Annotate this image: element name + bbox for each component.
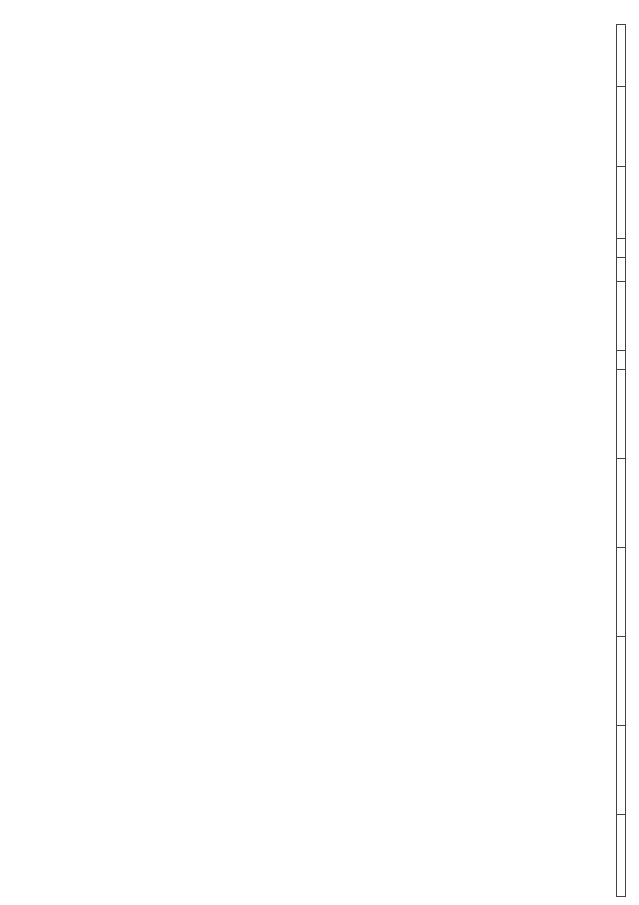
col-header [617,87,626,167]
col-header [617,459,626,548]
col-header [617,25,626,87]
column-number-row [617,25,626,897]
col-header [617,815,626,897]
col-header [617,258,626,282]
col-header [617,726,626,815]
col-header [617,370,626,459]
col-header [617,351,626,370]
col-header [617,282,626,351]
col-header [617,637,626,726]
col-header [617,239,626,258]
col-header [617,548,626,637]
col-header [617,167,626,239]
rotated-page [112,24,626,886]
budget-table [616,24,626,897]
